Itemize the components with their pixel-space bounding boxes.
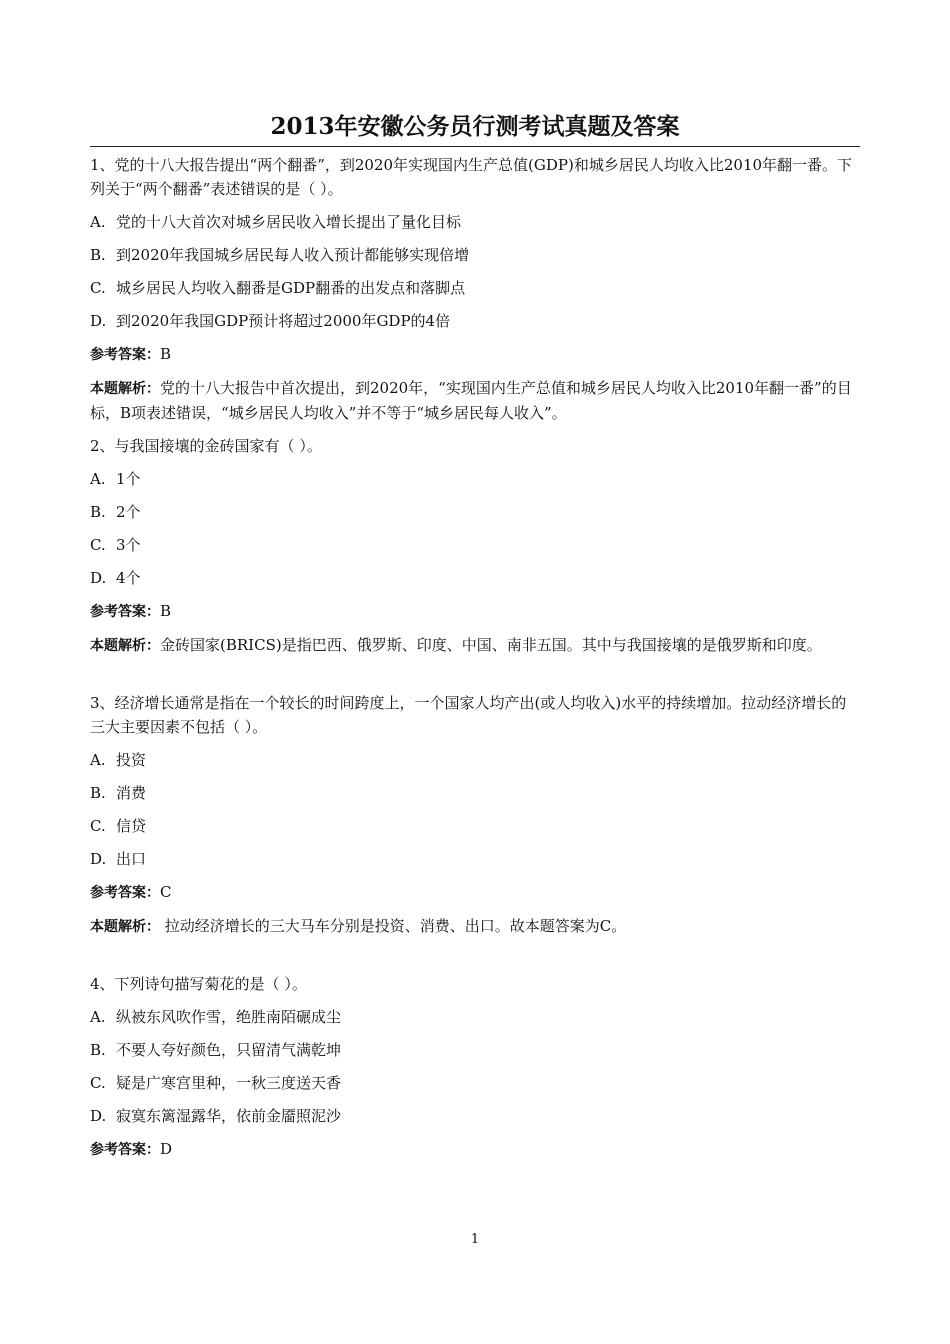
question-3 xyxy=(90,691,860,939)
answer-line xyxy=(90,1137,860,1162)
option-a xyxy=(90,748,860,772)
option-letter: C. xyxy=(90,536,106,554)
option-text: 疑是广寒宫里种，一秋三度送天香 xyxy=(116,1074,342,1092)
option-c xyxy=(90,1071,860,1095)
option-text: 4个 xyxy=(116,569,141,587)
option-text: 信贷 xyxy=(116,817,147,835)
option-d xyxy=(90,566,860,590)
option-letter: B. xyxy=(90,503,106,521)
option-letter: A. xyxy=(90,751,106,769)
option-text: 纵被东风吹作雪，绝胜南陌碾成尘 xyxy=(116,1008,342,1026)
option-letter: A. xyxy=(90,470,106,488)
option-text: 不要人夸好颜色，只留清气满乾坤 xyxy=(116,1041,342,1059)
document-title: 2013年安徽公务员行测考试真题及答案 xyxy=(270,113,680,140)
option-b xyxy=(90,1038,860,1062)
option-b xyxy=(90,500,860,524)
answer-label: 参考答案： xyxy=(90,604,160,620)
option-text: 3个 xyxy=(116,536,141,554)
option-text: 消费 xyxy=(116,784,147,802)
option-c xyxy=(90,276,860,300)
option-letter: B. xyxy=(90,1041,106,1059)
answer-value: D xyxy=(160,1140,173,1158)
option-d xyxy=(90,847,860,871)
explanation-label: 本题解析： xyxy=(90,638,160,654)
explanation-text: 拉动经济增长的三大马车分别是投资、消费、出口。故本题答案为C。 xyxy=(160,917,627,935)
option-letter: C. xyxy=(90,1074,106,1092)
explanation-line xyxy=(90,376,860,425)
option-text: 1个 xyxy=(116,470,141,488)
question-stem: 3、经济增长通常是指在一个较长的时间跨度上，一个国家人均产出(或人均收入)水平的持续增加。拉动经济增长的三大主要因素不包括（ ）。 xyxy=(90,694,847,736)
option-letter: C. xyxy=(90,817,106,835)
option-text: 到2020年我国城乡居民每人收入预计都能够实现倍增 xyxy=(116,246,470,264)
option-a xyxy=(90,210,860,234)
explanation-text: 金砖国家(BRICS)是指巴西、俄罗斯、印度、中国、南非五国。其中与我国接壤的是俄罗斯和印度。 xyxy=(160,636,822,654)
option-d xyxy=(90,309,860,333)
option-letter: D. xyxy=(90,312,107,330)
explanation-line xyxy=(90,914,860,939)
option-text: 出口 xyxy=(116,850,147,868)
option-a xyxy=(90,467,860,491)
answer-line xyxy=(90,599,860,624)
question-stem: 2、与我国接壤的金砖国家有（ ）。 xyxy=(90,437,322,455)
question-1 xyxy=(90,153,860,425)
explanation-label: 本题解析： xyxy=(90,919,160,935)
option-letter: B. xyxy=(90,246,106,264)
answer-value: B xyxy=(160,602,172,620)
answer-line xyxy=(90,880,860,905)
option-letter: C. xyxy=(90,279,106,297)
option-letter: A. xyxy=(90,213,106,231)
question-4 xyxy=(90,972,860,1162)
option-letter: D. xyxy=(90,1107,107,1125)
question-2 xyxy=(90,434,860,658)
answer-label: 参考答案： xyxy=(90,1142,160,1158)
explanation-label: 本题解析： xyxy=(90,381,160,397)
option-text: 党的十八大首次对城乡居民收入增长提出了量化目标 xyxy=(116,213,462,231)
option-c xyxy=(90,533,860,557)
option-text: 寂寞东篱湿露华，依前金靥照泥沙 xyxy=(116,1107,342,1125)
spacer xyxy=(90,948,860,972)
question-stem: 4、下列诗句描写菊花的是（ ）。 xyxy=(90,975,307,993)
spacer xyxy=(90,667,860,691)
option-a xyxy=(90,1005,860,1029)
option-letter: B. xyxy=(90,784,106,802)
title-rule xyxy=(90,146,860,147)
option-d xyxy=(90,1104,860,1128)
option-text: 2个 xyxy=(116,503,141,521)
answer-value: B xyxy=(160,345,172,363)
option-letter: D. xyxy=(90,569,107,587)
option-text: 城乡居民人均收入翻番是GDP翻番的出发点和落脚点 xyxy=(116,279,466,297)
option-letter: A. xyxy=(90,1008,106,1026)
page-number: 1 xyxy=(470,1232,480,1247)
answer-label: 参考答案： xyxy=(90,885,160,901)
option-b xyxy=(90,781,860,805)
document-page xyxy=(90,112,860,1171)
answer-line xyxy=(90,342,860,367)
question-stem: 1、党的十八大报告提出“两个翻番”，到2020年实现国内生产总值(GDP)和城乡居民人均收入比2010年翻一番。下列关于“两个翻番”表述错误的是（ ）。 xyxy=(90,156,853,198)
option-text: 到2020年我国GDP预计将超过2000年GDP的4倍 xyxy=(116,312,451,330)
explanation-text: 党的十八大报告中首次提出，到2020年，“实现国内生产总值和城乡居民人均收入比2010年翻一番”的目标，B项表述错误，“城乡居民人均收入”并不等于“城乡居民每人收入”。 xyxy=(90,379,852,422)
explanation-line xyxy=(90,633,860,658)
answer-label: 参考答案： xyxy=(90,347,160,363)
option-letter: D. xyxy=(90,850,107,868)
option-b xyxy=(90,243,860,267)
option-text: 投资 xyxy=(116,751,147,769)
option-c xyxy=(90,814,860,838)
answer-value: C xyxy=(160,883,172,901)
